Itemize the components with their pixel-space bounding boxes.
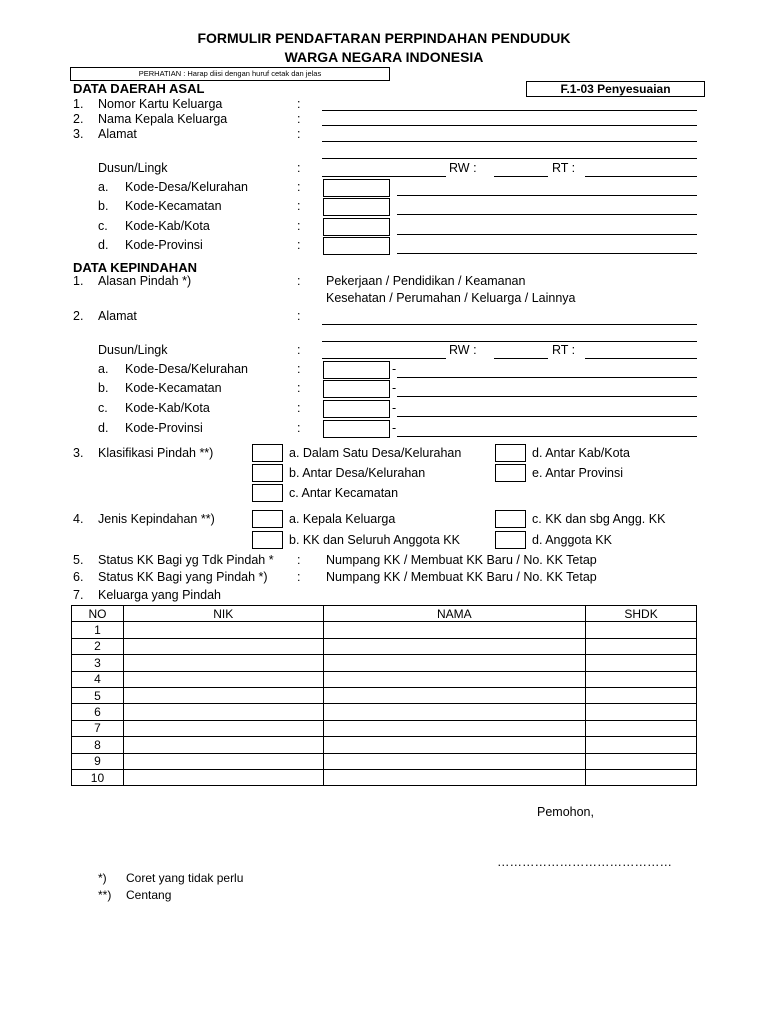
table-header-row bbox=[72, 606, 697, 622]
jenis-checkbox-c[interactable] bbox=[495, 510, 526, 528]
shdk-cell[interactable] bbox=[586, 671, 697, 687]
nama-cell[interactable] bbox=[323, 753, 586, 769]
pindah-label-rw: RW : bbox=[449, 343, 477, 357]
pindah-rt-field[interactable] bbox=[585, 358, 697, 359]
section-header-asal: DATA DAERAH ASAL bbox=[73, 81, 205, 96]
colon: : bbox=[297, 309, 301, 323]
nama-cell[interactable] bbox=[323, 769, 586, 785]
asal-item-num: 2. bbox=[73, 112, 84, 126]
pindah-item-num: 6. bbox=[73, 570, 84, 584]
code-letter: b. bbox=[98, 199, 109, 213]
code-letter: d. bbox=[98, 421, 109, 435]
colon: : bbox=[297, 219, 301, 233]
colon: : bbox=[297, 421, 301, 435]
asal-label-kode-kab: Kode-Kab/Kota bbox=[125, 219, 210, 233]
asal-provinsi-name-field[interactable] bbox=[397, 253, 697, 254]
pindah-item-num: 2. bbox=[73, 309, 84, 323]
asal-dusun-field[interactable] bbox=[322, 176, 446, 177]
asal-label-kode-kecamatan: Kode-Kecamatan bbox=[125, 199, 222, 213]
row-number: 5 bbox=[72, 687, 124, 703]
pindah-kode-kab-box[interactable] bbox=[323, 400, 390, 418]
colon: : bbox=[297, 570, 301, 584]
nama-cell[interactable] bbox=[323, 638, 586, 654]
pindah-kab-name-field[interactable] bbox=[397, 416, 697, 417]
asal-item-num: 3. bbox=[73, 127, 84, 141]
pindah-provinsi-name-field[interactable] bbox=[397, 436, 697, 437]
form-title-line1: FORMULIR PENDAFTARAN PERPINDAHAN PENDUDUK bbox=[197, 30, 571, 46]
klasifikasi-option-d: d. Antar Kab/Kota bbox=[532, 446, 630, 460]
keluarga-label: Keluarga yang Pindah bbox=[98, 588, 222, 602]
pindah-alamat-field-1[interactable] bbox=[322, 324, 697, 325]
pindah-alamat-field-2[interactable] bbox=[322, 341, 697, 342]
colon: : bbox=[297, 553, 301, 567]
colon: : bbox=[297, 274, 301, 288]
asal-nomor-kk-field[interactable] bbox=[322, 110, 697, 111]
col-header-nik: NIK bbox=[123, 606, 323, 622]
jenis-label: Jenis Kepindahan **) bbox=[98, 512, 215, 526]
table-row bbox=[72, 638, 697, 654]
nama-cell[interactable] bbox=[323, 622, 586, 638]
nama-cell[interactable] bbox=[323, 687, 586, 703]
footnote-text: Centang bbox=[126, 888, 172, 902]
pindah-desa-name-field[interactable] bbox=[397, 377, 697, 378]
pemohon-label: Pemohon, bbox=[537, 805, 594, 819]
klasifikasi-option-b: b. Antar Desa/Kelurahan bbox=[289, 466, 426, 480]
shdk-cell[interactable] bbox=[586, 704, 697, 720]
alasan-options-1[interactable]: Pekerjaan / Pendidikan / Keamanan bbox=[326, 274, 526, 288]
klasifikasi-checkbox-c[interactable] bbox=[252, 484, 283, 502]
asal-kode-kab-box[interactable] bbox=[323, 218, 390, 236]
pindah-item-num: 3. bbox=[73, 446, 84, 460]
table-row bbox=[72, 769, 697, 785]
asal-label-nomor-kk: Nomor Kartu Keluarga bbox=[98, 97, 223, 111]
nama-cell[interactable] bbox=[323, 671, 586, 687]
nik-cell[interactable] bbox=[123, 753, 323, 769]
table-row bbox=[72, 655, 697, 671]
pindah-dusun-field[interactable] bbox=[322, 358, 446, 359]
nama-cell[interactable] bbox=[323, 704, 586, 720]
shdk-cell[interactable] bbox=[586, 720, 697, 736]
status-tdk-pindah-options[interactable]: Numpang KK / Membuat KK Baru / No. KK Tetap bbox=[326, 553, 597, 567]
pindah-label-kode-kecamatan: Kode-Kecamatan bbox=[125, 381, 222, 395]
shdk-cell[interactable] bbox=[586, 753, 697, 769]
asal-item-num: 1. bbox=[73, 97, 84, 111]
colon: : bbox=[297, 112, 301, 126]
asal-alamat-field-2[interactable] bbox=[322, 158, 697, 159]
nama-cell[interactable] bbox=[323, 720, 586, 736]
shdk-cell[interactable] bbox=[586, 622, 697, 638]
section-header-kepindahan: DATA KEPINDAHAN bbox=[73, 260, 197, 275]
table-row bbox=[72, 753, 697, 769]
asal-alamat-field-1[interactable] bbox=[322, 141, 697, 142]
asal-kode-desa-box[interactable] bbox=[323, 179, 390, 197]
colon: : bbox=[297, 381, 301, 395]
klasifikasi-checkbox-d[interactable] bbox=[495, 444, 526, 462]
form-title-line2: WARGA NEGARA INDONESIA bbox=[284, 49, 484, 65]
code-letter: c. bbox=[98, 219, 108, 233]
row-number: 1 bbox=[72, 622, 124, 638]
table-row bbox=[72, 704, 697, 720]
pindah-label-kode-desa: Kode-Desa/Kelurahan bbox=[125, 362, 248, 376]
nik-cell[interactable] bbox=[123, 737, 323, 753]
klasifikasi-option-e: e. Antar Provinsi bbox=[532, 466, 624, 480]
asal-label-kode-provinsi: Kode-Provinsi bbox=[125, 238, 203, 252]
asal-label-rt: RT : bbox=[552, 161, 576, 175]
nik-cell[interactable] bbox=[123, 769, 323, 785]
pindah-label-rt: RT : bbox=[552, 343, 576, 357]
asal-rw-field[interactable] bbox=[494, 176, 548, 177]
jenis-option-a: a. Kepala Keluarga bbox=[289, 512, 396, 526]
colon: : bbox=[297, 127, 301, 141]
colon: : bbox=[297, 238, 301, 252]
pindah-label-alamat: Alamat bbox=[98, 309, 137, 323]
dash: - bbox=[392, 401, 397, 415]
asal-label-alamat: Alamat bbox=[98, 127, 137, 141]
row-number: 6 bbox=[72, 704, 124, 720]
code-letter: a. bbox=[98, 180, 109, 194]
colon: : bbox=[297, 97, 301, 111]
row-number: 2 bbox=[72, 638, 124, 654]
asal-kab-name-field[interactable] bbox=[397, 234, 697, 235]
nik-cell[interactable] bbox=[123, 671, 323, 687]
form-code-badge: F.1-03 Penyesuaian bbox=[526, 81, 705, 97]
klasifikasi-option-c: c. Antar Kecamatan bbox=[289, 486, 399, 500]
jenis-option-b: b. KK dan Seluruh Anggota KK bbox=[289, 533, 460, 547]
asal-kecamatan-name-field[interactable] bbox=[397, 214, 697, 215]
klasifikasi-option-a: a. Dalam Satu Desa/Kelurahan bbox=[289, 446, 462, 460]
klasifikasi-label: Klasifikasi Pindah **) bbox=[98, 446, 214, 460]
asal-label-dusun: Dusun/Lingk bbox=[98, 161, 168, 175]
row-number: 7 bbox=[72, 720, 124, 736]
pindah-item-num: 1. bbox=[73, 274, 84, 288]
col-header-nama: NAMA bbox=[323, 606, 586, 622]
nik-cell[interactable] bbox=[123, 655, 323, 671]
asal-desa-name-field[interactable] bbox=[397, 195, 697, 196]
klasifikasi-checkbox-e[interactable] bbox=[495, 464, 526, 482]
alasan-options-2[interactable]: Kesehatan / Perumahan / Keluarga / Lainnya bbox=[326, 291, 576, 305]
jenis-option-c: c. KK dan sbg Angg. KK bbox=[532, 512, 666, 526]
nik-cell[interactable] bbox=[123, 638, 323, 654]
col-header-shdk: SHDK bbox=[586, 606, 697, 622]
nik-cell[interactable] bbox=[123, 704, 323, 720]
pindah-item-num: 4. bbox=[73, 512, 84, 526]
asal-label-kode-desa: Kode-Desa/Kelurahan bbox=[125, 180, 248, 194]
code-letter: a. bbox=[98, 362, 109, 376]
colon: : bbox=[297, 161, 301, 175]
code-letter: c. bbox=[98, 401, 108, 415]
nik-cell[interactable] bbox=[123, 720, 323, 736]
pindah-item-num: 5. bbox=[73, 553, 84, 567]
table-row bbox=[72, 687, 697, 703]
dash: - bbox=[392, 381, 397, 395]
keluarga-table bbox=[71, 605, 697, 786]
nik-cell[interactable] bbox=[123, 622, 323, 638]
colon: : bbox=[297, 343, 301, 357]
asal-kode-provinsi-box[interactable] bbox=[323, 237, 390, 255]
shdk-cell[interactable] bbox=[586, 638, 697, 654]
jenis-option-d: d. Anggota KK bbox=[532, 533, 612, 547]
jenis-checkbox-b[interactable] bbox=[252, 531, 283, 549]
asal-label-nama-kepala: Nama Kepala Keluarga bbox=[98, 112, 228, 126]
shdk-cell[interactable] bbox=[586, 655, 697, 671]
jenis-checkbox-d[interactable] bbox=[495, 531, 526, 549]
table-row bbox=[72, 622, 697, 638]
pindah-kecamatan-name-field[interactable] bbox=[397, 396, 697, 397]
pindah-label-kode-provinsi: Kode-Provinsi bbox=[125, 421, 203, 435]
nama-cell[interactable] bbox=[323, 737, 586, 753]
attention-note: PERHATIAN : Harap diisi dengan huruf cetak dan jelas bbox=[70, 67, 390, 81]
col-header-no: NO bbox=[72, 606, 124, 622]
row-number: 4 bbox=[72, 671, 124, 687]
footnote-text: Coret yang tidak perlu bbox=[126, 871, 244, 885]
status-pindah-label: Status KK Bagi yang Pindah *) bbox=[98, 570, 268, 584]
footnote-mark: **) bbox=[98, 888, 112, 902]
status-pindah-options[interactable]: Numpang KK / Membuat KK Baru / No. KK Tetap bbox=[326, 570, 597, 584]
status-tdk-pindah-label: Status KK Bagi yg Tdk Pindah * bbox=[98, 553, 274, 567]
pindah-label-kode-kab: Kode-Kab/Kota bbox=[125, 401, 210, 415]
pindah-kode-provinsi-box[interactable] bbox=[323, 420, 390, 438]
klasifikasi-checkbox-a[interactable] bbox=[252, 444, 283, 462]
asal-kode-kecamatan-box[interactable] bbox=[323, 198, 390, 216]
jenis-checkbox-a[interactable] bbox=[252, 510, 283, 528]
pindah-rw-field[interactable] bbox=[494, 358, 548, 359]
colon: : bbox=[297, 180, 301, 194]
shdk-cell[interactable] bbox=[586, 737, 697, 753]
pindah-item-num: 7. bbox=[73, 588, 84, 602]
pindah-label-dusun: Dusun/Lingk bbox=[98, 343, 168, 357]
colon: : bbox=[297, 199, 301, 213]
table-row bbox=[72, 737, 697, 753]
code-letter: d. bbox=[98, 238, 109, 252]
nik-cell[interactable] bbox=[123, 687, 323, 703]
code-letter: b. bbox=[98, 381, 109, 395]
table-row bbox=[72, 671, 697, 687]
table-row bbox=[72, 720, 697, 736]
nama-cell[interactable] bbox=[323, 655, 586, 671]
dash: - bbox=[392, 362, 397, 376]
row-number: 3 bbox=[72, 655, 124, 671]
asal-rt-field[interactable] bbox=[585, 176, 697, 177]
dash: - bbox=[392, 421, 397, 435]
klasifikasi-checkbox-b[interactable] bbox=[252, 464, 283, 482]
shdk-cell[interactable] bbox=[586, 769, 697, 785]
row-number: 8 bbox=[72, 737, 124, 753]
asal-nama-kepala-field[interactable] bbox=[322, 125, 697, 126]
shdk-cell[interactable] bbox=[586, 687, 697, 703]
row-number: 10 bbox=[72, 769, 124, 785]
colon: : bbox=[297, 401, 301, 415]
pindah-kode-kecamatan-box[interactable] bbox=[323, 380, 390, 398]
pindah-kode-desa-box[interactable] bbox=[323, 361, 390, 379]
pindah-label-alasan: Alasan Pindah *) bbox=[98, 274, 192, 288]
row-number: 9 bbox=[72, 753, 124, 769]
colon: : bbox=[297, 362, 301, 376]
signature-line[interactable]: …………………………………… bbox=[497, 855, 672, 869]
asal-label-rw: RW : bbox=[449, 161, 477, 175]
footnote-mark: *) bbox=[98, 871, 107, 885]
